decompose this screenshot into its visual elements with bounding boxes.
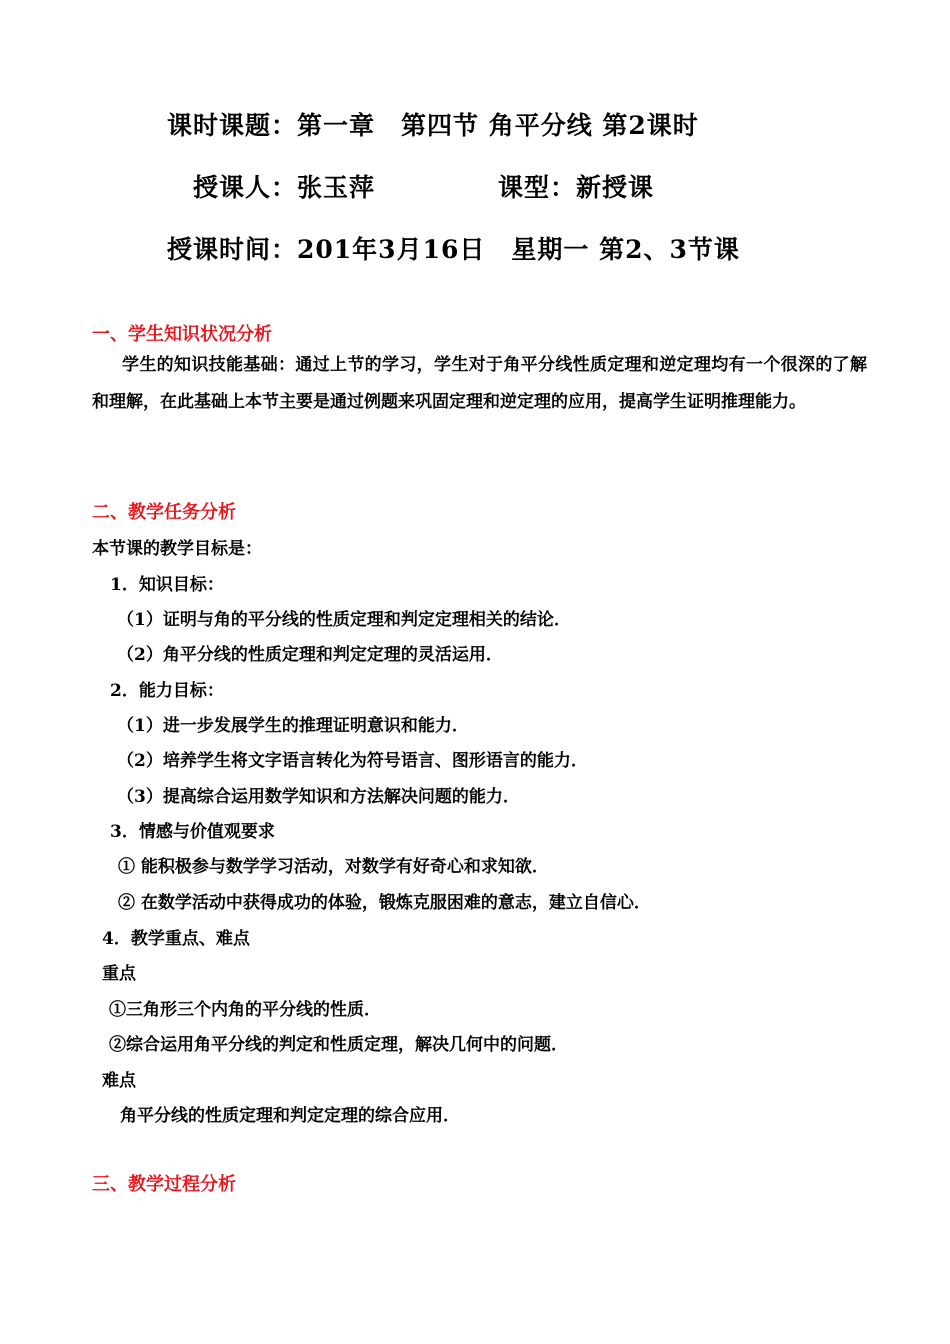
goal-values-item-2: ② 在数学活动中获得成功的体验，锻炼克服困难的意志，建立自信心．	[118, 893, 651, 913]
goal-ability-heading: 2．能力目标：	[110, 681, 224, 701]
goal-knowledge-heading: 1．知识目标：	[110, 575, 224, 595]
difficult-points-label: 难点	[102, 1071, 136, 1091]
key-difficult-heading: 4．教学重点、难点	[102, 929, 250, 949]
goals-intro: 本节课的教学目标是：	[92, 539, 262, 559]
goal-knowledge-item-1: （1）证明与角的平分线的性质定理和判定定理相关的结论．	[117, 610, 571, 630]
goal-values-item-1: ① 能积极参与数学学习活动，对数学有好奇心和求知欲．	[118, 857, 549, 877]
lesson-type: 课型：新授课	[498, 173, 655, 202]
section-heading-2: 二、教学任务分析	[92, 502, 236, 523]
goal-ability-item-1: （1）进一步发展学生的推理证明意识和能力．	[117, 716, 469, 736]
lesson-time: 授课时间：201年3月16日 星期一 第2、3节课	[167, 235, 740, 264]
section-heading-1: 一、学生知识状况分析	[92, 324, 272, 345]
key-point-item-1: ①三角形三个内角的平分线的性质．	[109, 1000, 381, 1020]
difficult-point-text: 角平分线的性质定理和判定定理的综合应用．	[120, 1106, 460, 1126]
key-points-label: 重点	[102, 964, 136, 984]
key-point-item-2: ②综合运用角平分线的判定和性质定理，解决几何中的问题．	[109, 1035, 568, 1055]
goal-ability-item-3: （3）提高综合运用数学知识和方法解决问题的能力．	[117, 787, 520, 807]
goal-knowledge-item-2: （2）角平分线的性质定理和判定定理的灵活运用．	[117, 645, 503, 665]
section-heading-3: 三、教学过程分析	[92, 1174, 236, 1195]
section-1-paragraph: 学生的知识技能基础：通过上节的学习，学生对于角平分线性质定理和逆定理均有一个很深的了解和理解，在此基础上本节主要是通过例题来巩固定理和逆定理的应用，提高学生证明推理能力。	[92, 355, 867, 412]
goal-values-heading: 3．情感与价值观要求	[110, 822, 275, 842]
lesson-topic: 课时课题：第一章 第四节 角平分线 第2课时	[167, 111, 699, 140]
teacher-name: 授课人：张玉萍	[193, 173, 376, 202]
goal-ability-item-2: （2）培养学生将文字语言转化为符号语言、图形语言的能力．	[117, 751, 588, 771]
